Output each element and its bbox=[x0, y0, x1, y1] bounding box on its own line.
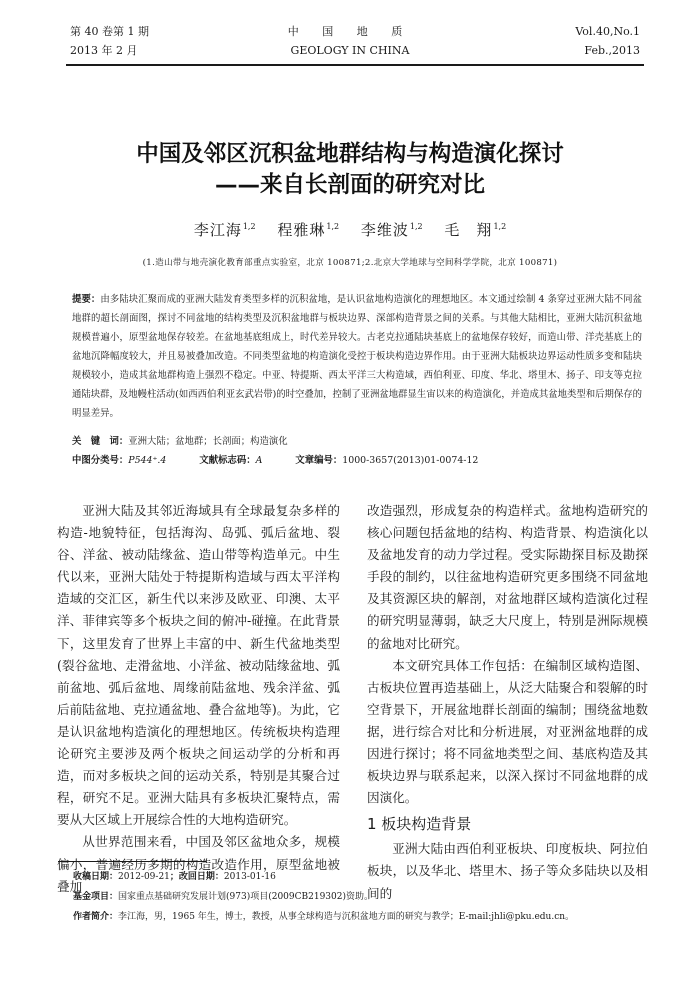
journal-name-cn: 中 国 地 质 bbox=[287, 25, 413, 38]
body-right-column bbox=[367, 500, 648, 905]
keywords bbox=[72, 432, 288, 451]
body-left-column bbox=[57, 500, 340, 898]
article-number: 文章编号：1000-3657(2013)01-0074-12 bbox=[295, 455, 479, 466]
classification-line bbox=[72, 451, 642, 470]
author: 程雅琳$^{1,2}$ bbox=[277, 221, 340, 239]
paragraph: 从世界范围来看，中国及邻区盆地众多，规模偏小，普遍经历多期的构造改造作用，原型盆地被叠加 bbox=[57, 834, 340, 894]
author: 李维波$^{1,2}$ bbox=[360, 221, 423, 239]
date-cn: 2013 年 2 月 bbox=[70, 44, 138, 57]
article-subtitle: ——来自长剖面的研究对比 bbox=[214, 172, 485, 198]
paragraph: 改造强烈，形成复杂的构造样式。盆地构造研究的核心问题包括盆地的结构、构造背景、构造演化以及盆地发育的动力学过程。受实际勘探目标及勘探手段的制约，以往盆地构造研究更多围绕不同盆地及其资源区块的解剖，对盆地群区域构造演化过程的研究明显薄弱，缺乏大尺度上，特别是洲际规模的盆地对比研究。 bbox=[367, 503, 648, 651]
footnote-funding: 基金项目：国家重点基础研究发展计划(973)项目(2009CB219302)资助。 bbox=[73, 892, 374, 902]
header-rule bbox=[66, 64, 644, 66]
footnote-rule bbox=[58, 861, 206, 862]
author: 毛 翔$^{1,2}$ bbox=[444, 221, 507, 239]
article-title: 中国及邻区沉积盆地群结构与构造演化探讨 bbox=[136, 141, 564, 167]
paragraph: 亚洲大陆及其邻近海域具有全球最复杂多样的构造-地貌特征，包括海沟、岛弧、弧后盆地、裂谷、洋盆、被动陆缘盆、造山带等构造单元。中生代以来，亚洲大陆处于特提斯构造域与西太平洋构造域的交汇区，新生代以来涉及欧亚、印澳、太平洋、菲律宾等多个板块之间的俯冲-碰撞。在此背景下，这里发育了世界上丰富的中、新生代盆地类型(裂谷盆地、走滑盆地、小洋盆、被动陆缘盆地、弧前盆地、弧后盆地、周缘前陆盆地、残余洋盆、弧后前陆盆地、克拉通盆地、叠合盆地等)。为此，它是认识盆地构造演化的理想地区。传统板块构造理论研究主要涉及两个板块之间运动学的分析和再造，而对多板块之间的运动关系，特别是其聚合过程，研究不足。亚洲大陆具有多板块汇聚特点，需要从大区域上开展综合性的大地构造研究。 bbox=[57, 503, 340, 828]
paragraph: 亚洲大陆由西伯利亚板块、印度板块、阿拉伯板块，以及华北、塔里木、扬子等众多陆块以及相间的 bbox=[367, 841, 648, 901]
footnote-dates: 收稿日期：2012-09-21；改回日期：2013-01-16 bbox=[73, 872, 276, 882]
footnote-author-bio: 作者简介：李江海，男，1965 年生，博士，教授，从事全球构造与沉积盆地方面的研究与教学；E-mail:jhli@pku.edu.cn。 bbox=[73, 912, 575, 922]
keywords-label: 关 键 词： bbox=[72, 436, 129, 447]
keywords-text: 亚洲大陆；盆地群；长剖面；构造演化 bbox=[128, 436, 288, 447]
running-header-right bbox=[575, 22, 640, 60]
volume-issue-cn: 第 40 卷第 1 期 bbox=[70, 25, 149, 38]
document-code: 文献标志码：A bbox=[199, 455, 263, 466]
affiliation: (1.造山带与地壳演化教育部重点实验室，北京 100871;2.北京大学地球与空间科学学院，北京 100871) bbox=[142, 258, 558, 268]
volume-issue-en: Vol.40,No.1 bbox=[575, 25, 640, 38]
paragraph: 本文研究具体工作包括：在编制区域构造图、古板块位置再造基础上，从泛大陆聚合和裂解的时空背景下，开展盆地群长剖面的编制；围绕盆地数据，进行综合对比和分析进展，对亚洲盆地群的成因进行探讨；将不同盆地类型之间、基底构造及其板块边界与联系起来，以深入探讨不同盆地群的成因演化。 bbox=[367, 657, 648, 806]
date-en: Feb.,2013 bbox=[584, 44, 640, 57]
abstract-label: 提要： bbox=[72, 294, 101, 305]
abstract-text: 由多陆块汇聚而成的亚洲大陆发育类型多样的沉积盆地，是认识盆地构造演化的理想地区。本文通过绘制 4 条穿过亚洲大陆不同盆地群的超长剖面图，探讨不同盆地的结构类型及沉积盆地群与板块边界、深部构造背景之间的关系。与其他大陆相比，亚洲大陆沉积盆地规模普遍小，原型盆地保存较差。在盆地基底组成上，时代差异较大。古老克拉通陆块基底上的盆地保存较好，而造山带、洋壳基底上的盆地沉降幅度较大，并且易被叠加改造。不同类型盆地的构造演化受控于板块构造边界作用。由于亚洲大陆板块边界运动性质多变和陆块规模较小，造成其盆地群构造上强烈不稳定。中亚、特提斯、西太平洋三大构造域，西伯利亚、印度、华北、塔里木、扬子、印支等克拉通陆块群，及地幔柱活动(如西西伯利亚玄武岩带)的时空叠加，控制了亚洲盆地群显生宙以来的构造演化，并造成其盆地类型和后期保存的明显差异。 bbox=[72, 294, 642, 419]
abstract bbox=[72, 290, 642, 423]
section-heading: 1 板块构造背景 bbox=[367, 815, 472, 834]
author-list bbox=[0, 219, 700, 240]
author: 李江海$^{1,2}$ bbox=[193, 221, 256, 239]
clc-number: 中图分类号：P544⁺.4 bbox=[72, 455, 167, 466]
journal-name-en: GEOLOGY IN CHINA bbox=[290, 44, 410, 57]
